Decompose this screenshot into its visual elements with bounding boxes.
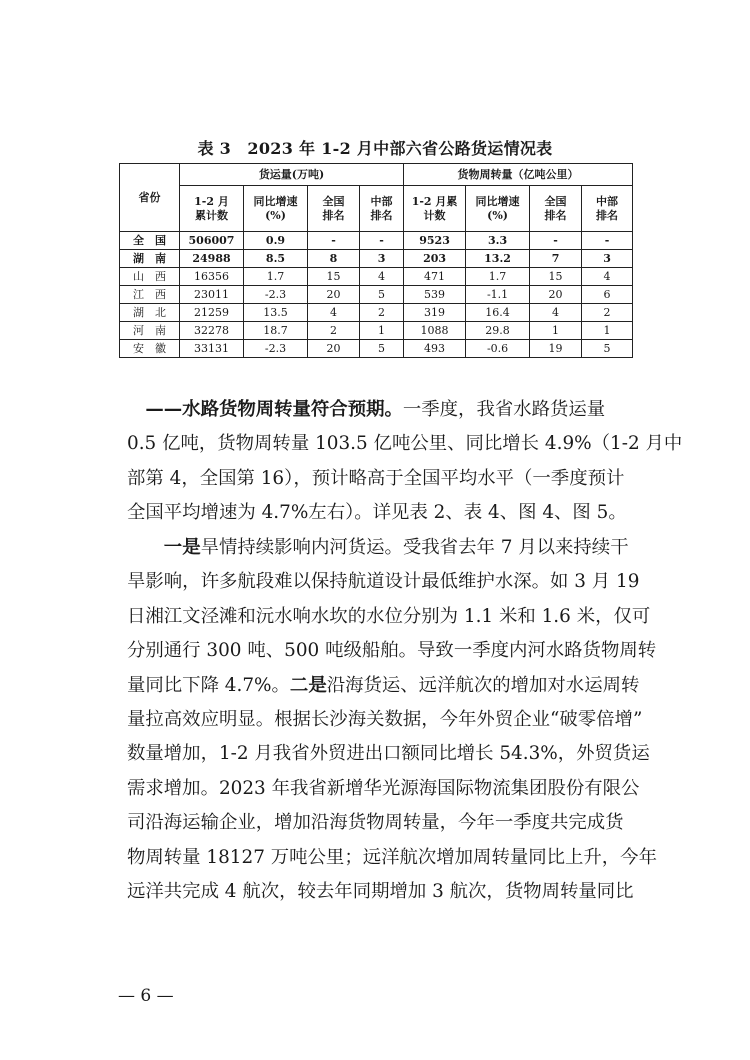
subheader-cell: 中部 排名: [360, 186, 404, 232]
value-cell: -0.6: [466, 340, 530, 358]
value-cell: 32278: [180, 322, 244, 340]
para1-line: 0.5 亿吨，货物周转量 103.5 亿吨公里、同比增长 4.9%（1-2 月中: [127, 433, 683, 455]
header-group-volume: 货运量(万吨): [180, 164, 404, 186]
table-row: [120, 304, 633, 322]
para2-line: 日湘江文泾滩和沅水响水坎的水位分别为 1.1 米和 1.6 米，仅可: [127, 605, 651, 627]
value-cell: 2: [582, 304, 633, 322]
province-cell: 湖 北: [120, 304, 180, 322]
value-cell: -1.1: [466, 286, 530, 304]
province-cell: 湖 南: [120, 250, 180, 268]
province-cell: 安 徽: [120, 340, 180, 358]
value-cell: 24988: [180, 250, 244, 268]
subheader-cell: 1-2 月 累计数: [180, 186, 244, 232]
table-row: [120, 250, 633, 268]
header-group-turnover: 货物周转量（亿吨公里）: [404, 164, 633, 186]
value-cell: -: [582, 232, 633, 250]
value-cell: 5: [582, 340, 633, 358]
province-cell: 全 国: [120, 232, 180, 250]
value-cell: 33131: [180, 340, 244, 358]
value-cell: 18.7: [244, 322, 308, 340]
table-title: 表 3 2023 年 1-2 月中部六省公路货运情况表: [197, 139, 553, 158]
value-cell: 1: [360, 322, 404, 340]
para1-lead: ——水路货物周转量符合预期。: [145, 399, 403, 420]
value-cell: 13.2: [466, 250, 530, 268]
value-cell: 3: [582, 250, 633, 268]
value-cell: 203: [404, 250, 466, 268]
subheader-cell: 同比增速 (%): [244, 186, 308, 232]
value-cell: 1088: [404, 322, 466, 340]
para2-line: 需求增加。2023 年我省新增华光源海国际物流集团股份有限公: [127, 777, 640, 799]
subheader-cell: 中部 排名: [582, 186, 633, 232]
value-cell: 13.5: [244, 304, 308, 322]
value-cell: 15: [530, 268, 582, 286]
table-row: [120, 340, 633, 358]
para2-line: 物周转量 18127 万吨公里；远洋航次增加周转量同比上升，今年: [127, 846, 657, 868]
para2-line: 远洋共完成 4 航次，较去年同期增加 3 航次，货物周转量同比: [127, 881, 634, 903]
value-cell: 4: [530, 304, 582, 322]
para2-lead-1: 一是: [163, 537, 201, 558]
value-cell: 20: [530, 286, 582, 304]
value-cell: 2: [360, 304, 404, 322]
table-row: [120, 268, 633, 286]
value-cell: 7: [530, 250, 582, 268]
value-cell: 1: [582, 322, 633, 340]
province-cell: 河 南: [120, 322, 180, 340]
para2-line: 沿海货运、远洋航次的增加对水运周转: [326, 674, 640, 696]
province-cell: 江 西: [120, 286, 180, 304]
value-cell: 8.5: [244, 250, 308, 268]
value-cell: 21259: [180, 304, 244, 322]
value-cell: 16.4: [466, 304, 530, 322]
value-cell: 15: [308, 268, 360, 286]
para2-line: 分别通行 300 吨、500 吨级船舶。导致一季度内河水路货物周转: [127, 640, 657, 662]
value-cell: 8: [308, 250, 360, 268]
value-cell: -: [360, 232, 404, 250]
page-number: — 6 —: [118, 986, 174, 1006]
para1-line: 部第 4，全国第 16），预计略高于全国平均水平（一季度预计: [127, 467, 625, 489]
value-cell: 3.3: [466, 232, 530, 250]
table-row: [120, 232, 633, 250]
subheader-cell: 全国 排名: [308, 186, 360, 232]
value-cell: 16356: [180, 268, 244, 286]
value-cell: -2.3: [244, 286, 308, 304]
value-cell: 6: [582, 286, 633, 304]
value-cell: 471: [404, 268, 466, 286]
paragraph-1: [127, 393, 683, 531]
value-cell: 9523: [404, 232, 466, 250]
value-cell: 4: [360, 268, 404, 286]
value-cell: 20: [308, 340, 360, 358]
subheader-cell: 全国 排名: [530, 186, 582, 232]
value-cell: 539: [404, 286, 466, 304]
subheader-cell: 1-2 月累 计数: [404, 186, 466, 232]
value-cell: 29.8: [466, 322, 530, 340]
value-cell: -: [530, 232, 582, 250]
table-row: [120, 286, 633, 304]
value-cell: 23011: [180, 286, 244, 304]
value-cell: 1.7: [466, 268, 530, 286]
para2-line: 旱情持续影响内河货运。受我省去年 7 月以来持续干: [200, 537, 629, 558]
value-cell: -: [308, 232, 360, 250]
value-cell: -2.3: [244, 340, 308, 358]
value-cell: 5: [360, 286, 404, 304]
value-cell: 2: [308, 322, 360, 340]
province-cell: 山 西: [120, 268, 180, 286]
value-cell: 0.9: [244, 232, 308, 250]
value-cell: 19: [530, 340, 582, 358]
table-row: [120, 322, 633, 340]
paragraph-2: [127, 531, 667, 909]
value-cell: 319: [404, 304, 466, 322]
para2-line: 司沿海运输企业，增加沿海货物周转量，今年一季度共完成货: [127, 812, 624, 834]
para1-line: 全国平均增速为 4.7%左右）。详见表 2、表 4、图 4、图 5。: [127, 502, 627, 524]
para2-line: 量拉高效应明显。根据长沙海关数据，今年外贸企业“破零倍增”: [127, 709, 643, 731]
value-cell: 1.7: [244, 268, 308, 286]
header-province: 省份: [120, 164, 180, 232]
value-cell: 506007: [180, 232, 244, 250]
value-cell: 3: [360, 250, 404, 268]
value-cell: 4: [582, 268, 633, 286]
para2-line: 量同比下降 4.7%。: [127, 674, 290, 696]
value-cell: 20: [308, 286, 360, 304]
value-cell: 493: [404, 340, 466, 358]
para1-line: 一季度，我省水路货运量: [402, 399, 606, 420]
para2-line: 旱影响，许多航段难以保持航道设计最低维护水深。如 3 月 19: [127, 571, 640, 593]
para2-lead-2: 二是: [289, 674, 327, 696]
value-cell: 4: [308, 304, 360, 322]
value-cell: 5: [360, 340, 404, 358]
value-cell: 1: [530, 322, 582, 340]
para2-line: 数量增加，1-2 月我省外贸进出口额同比增长 54.3%，外贸货运: [127, 743, 650, 765]
freight-table: [119, 163, 633, 358]
subheader-cell: 同比增速 (%): [466, 186, 530, 232]
